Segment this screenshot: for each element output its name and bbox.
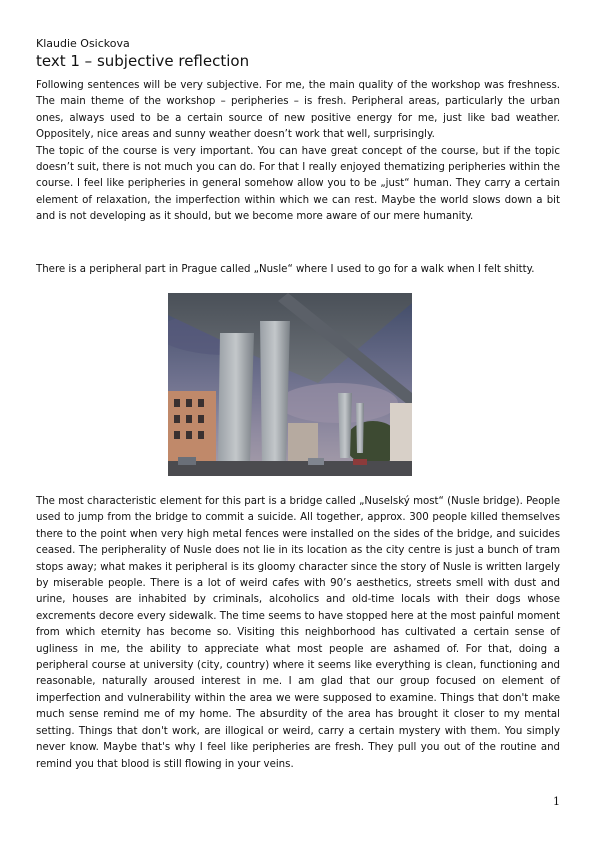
nusle-text (36, 262, 560, 278)
paragraph-3: There is a peripheral part in Prague called „Nusle“ where I used to go for a walk when I felt shitty. (36, 264, 535, 275)
main-text (36, 494, 560, 773)
page-number: 1 (553, 795, 560, 808)
paragraph-2: The topic of the course is very important. You can have great concept of the course, but if the topic doesn’t suit, there is not much you can do. For that I really enjoyed thematizing peripheries within the course. I feel like peripheries in general somehow allow you to be „just“ human. They carry a certain element of relaxation, the imperfection within which we can rest. Maybe the world slows down a bit and is not developing as it should, but we become more aware of our mere humanity. (36, 145, 560, 223)
intro-text (36, 78, 560, 226)
paragraph-1: Following sentences will be very subjective. For me, the main quality of the workshop was freshness. The main theme of the workshop – peripheries – is fresh. Peripheral areas, particularly the urban ones, always used to be a certain source of new positive energy for me, just like bad weather. Oppositely, nice areas and sunny weather doesn’t work that well, surprisingly. (36, 80, 560, 141)
paragraph-4: The most characteristic element for this part is a bridge called „Nuselský most“ (Nusle bridge). People used to jump from the bridge to commit a suicide. All together, approx. 300 people killed themselves there to the point when very high metal fences were installed on the sides of the bridge, and suicides ceased. The peripherality of Nusle does not lie in its location as the city centre is just a bunch of tram stops away; what makes it peripheral is its gloomy character since the story of Nusle is written largely by miserable people. There is a lot of weird cafes with 90’s aesthetics, streets smell with dust and urine, houses are inhabited by criminals, alcoholics and old-time locals with their dogs whose excrements decore every sidewalk. The time seems to have stopped here at the most painful moment from which eternity has become so. Visiting this neighborhood has cultivated a certain sense of ugliness in me, the ability to appreciate what most people are ashamed of. For that, doing a peripheral course at university (city, country) where it seems like everything is clean, functioning and reasonable, naturally aroused interest in me. I am glad that our group focused on element of imperfection and vulnerability within the area we were supposed to examine. Things that don't make much sense remind me of my home. The absurdity of the area has brought it closer to my mental setting. Things that don't work, are illogical or weird, carry a certain mystery with them. You simply never know. Maybe that's why I feel like peripheries are fresh. They pull you out of the routine and remind you that blood is still flowing in your veins. (36, 496, 560, 770)
nusle-bridge-photo (168, 293, 412, 476)
document-title: text 1 – subjective reflection (36, 52, 250, 70)
author-name: Klaudie Osickova (36, 37, 130, 50)
